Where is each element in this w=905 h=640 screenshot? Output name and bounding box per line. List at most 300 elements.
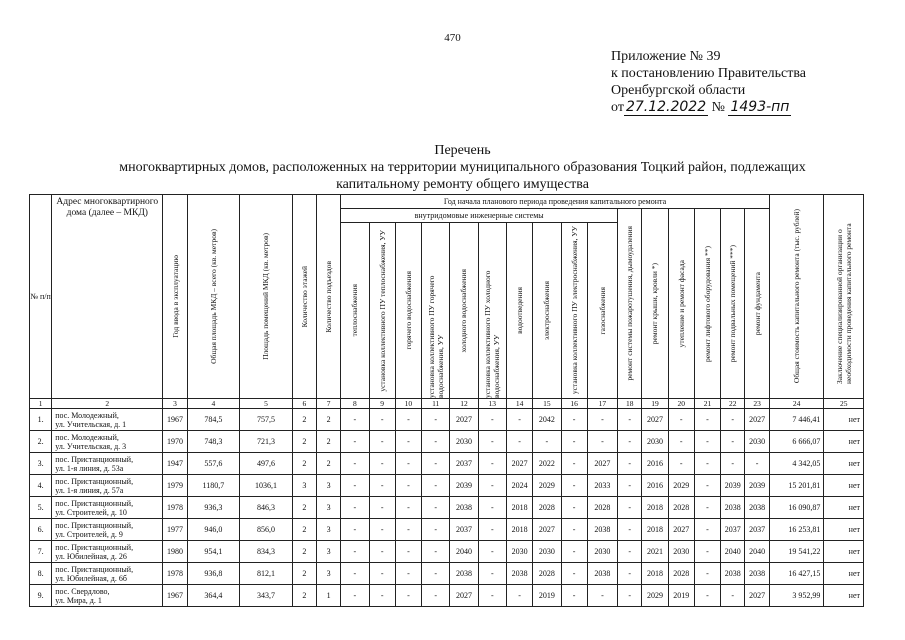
cell-c13: - bbox=[478, 519, 506, 541]
cell-c23: 2038 bbox=[745, 497, 769, 519]
cell-c18: - bbox=[618, 475, 642, 497]
cell-floors: 3 bbox=[292, 475, 316, 497]
row-number: 3. bbox=[30, 453, 52, 475]
cell-c17: - bbox=[587, 585, 617, 607]
table-row bbox=[30, 519, 864, 541]
header-c17: газоснабжения bbox=[587, 223, 617, 399]
header-c15: электроснабжения bbox=[533, 223, 561, 399]
cell-c14: 2018 bbox=[506, 497, 532, 519]
address-cell bbox=[52, 541, 163, 563]
cell-ent: 3 bbox=[316, 563, 340, 585]
address-settlement: пос. Пристанционный, bbox=[55, 498, 134, 508]
title-heading: Перечень bbox=[434, 143, 491, 158]
column-number: 11 bbox=[422, 399, 450, 409]
cell-c18: - bbox=[618, 541, 642, 563]
cell-ent: 1 bbox=[316, 585, 340, 607]
header-cost: Общая стоимость капитального ремонта (тыс. рублей) bbox=[769, 195, 824, 399]
cell-floors: 2 bbox=[292, 585, 316, 607]
cell-ent: 3 bbox=[316, 541, 340, 563]
cell-floors: 2 bbox=[292, 453, 316, 475]
cell-c22: 2038 bbox=[721, 497, 745, 519]
row-number: 4. bbox=[30, 475, 52, 497]
cell-c18: - bbox=[618, 519, 642, 541]
cell-c22: - bbox=[721, 431, 745, 453]
cell-c8: - bbox=[341, 431, 369, 453]
cell-c9: - bbox=[369, 453, 395, 475]
cell-c8: - bbox=[341, 475, 369, 497]
handwritten-number: 1493-пп bbox=[730, 99, 790, 115]
table-row bbox=[30, 585, 864, 607]
address-street: ул. Строителей, д. 9 bbox=[55, 529, 123, 539]
cell-c9: - bbox=[369, 585, 395, 607]
cell-c12: 2040 bbox=[450, 541, 478, 563]
cell-total: 557,6 bbox=[187, 453, 240, 475]
cell-c23: 2027 bbox=[745, 585, 769, 607]
cell-c18: - bbox=[618, 563, 642, 585]
cell-c20: 2028 bbox=[668, 497, 694, 519]
cell-total: 936,8 bbox=[187, 563, 240, 585]
cell-c14: 2027 bbox=[506, 453, 532, 475]
address-settlement: пос. Пристанционный, bbox=[55, 542, 134, 552]
column-number: 25 bbox=[824, 399, 864, 409]
header-rooms-area: Площадь помещений МКД (кв. метров) bbox=[240, 195, 293, 399]
header-c9: установка коллективного ПУ теплоснабжения, УУ bbox=[369, 223, 395, 399]
cell-c9: - bbox=[369, 519, 395, 541]
cell-c10: - bbox=[395, 475, 421, 497]
column-number: 22 bbox=[721, 399, 745, 409]
date-prefix: от bbox=[611, 100, 624, 115]
address-settlement: пос. Пристанционный, bbox=[55, 476, 134, 486]
cell-c13: - bbox=[478, 475, 506, 497]
column-number: 7 bbox=[316, 399, 340, 409]
column-number: 16 bbox=[561, 399, 587, 409]
cell-cost: 16 253,81 bbox=[769, 519, 824, 541]
houses-table bbox=[29, 194, 864, 607]
cell-c13: - bbox=[478, 541, 506, 563]
column-number: 17 bbox=[587, 399, 617, 409]
cell-c8: - bbox=[341, 497, 369, 519]
cell-cost: 16 427,15 bbox=[769, 563, 824, 585]
cell-rooms: 757,5 bbox=[240, 409, 293, 431]
row-number: 5. bbox=[30, 497, 52, 519]
address-settlement: пос. Молодежный, bbox=[55, 410, 119, 420]
cell-c14: - bbox=[506, 431, 532, 453]
cell-c10: - bbox=[395, 519, 421, 541]
header-c20: утепление и ремонт фасада bbox=[668, 209, 694, 399]
cell-c12: 2037 bbox=[450, 453, 478, 475]
cell-total: 364,4 bbox=[187, 585, 240, 607]
cell-cost: 15 201,81 bbox=[769, 475, 824, 497]
cell-c13: - bbox=[478, 431, 506, 453]
address-settlement: пос. Молодежный, bbox=[55, 432, 119, 442]
header-subgroup: внутридомовые инженерные системы bbox=[341, 209, 618, 223]
cell-c15: 2019 bbox=[533, 585, 561, 607]
cell-c14: 2018 bbox=[506, 519, 532, 541]
row-number: 6. bbox=[30, 519, 52, 541]
address-cell bbox=[52, 519, 163, 541]
cell-c21: - bbox=[694, 453, 720, 475]
row-number: 2. bbox=[30, 431, 52, 453]
header-c12: холодного водоснабжения bbox=[450, 223, 478, 399]
cell-c16: - bbox=[561, 563, 587, 585]
cell-year: 1980 bbox=[163, 541, 187, 563]
column-number: 21 bbox=[694, 399, 720, 409]
cell-conclusion: нет bbox=[824, 409, 864, 431]
cell-c23: - bbox=[745, 453, 769, 475]
cell-c13: - bbox=[478, 409, 506, 431]
cell-c17: 2038 bbox=[587, 519, 617, 541]
cell-c22: - bbox=[721, 585, 745, 607]
cell-year: 1967 bbox=[163, 585, 187, 607]
cell-rooms: 721,3 bbox=[240, 431, 293, 453]
cell-c20: 2019 bbox=[668, 585, 694, 607]
cell-c21: - bbox=[694, 431, 720, 453]
cell-c23: 2030 bbox=[745, 431, 769, 453]
cell-c21: - bbox=[694, 475, 720, 497]
header-c18: ремонт системы пожаротушения, дымоудаления bbox=[618, 209, 642, 399]
cell-c11: - bbox=[422, 409, 450, 431]
cell-cost: 16 090,87 bbox=[769, 497, 824, 519]
cell-conclusion: нет bbox=[824, 497, 864, 519]
column-number: 12 bbox=[450, 399, 478, 409]
cell-total: 954,1 bbox=[187, 541, 240, 563]
handwritten-date: 27.12.2022 bbox=[625, 99, 707, 115]
cell-c12: 2038 bbox=[450, 497, 478, 519]
cell-ent: 2 bbox=[316, 431, 340, 453]
cell-c18: - bbox=[618, 453, 642, 475]
address-settlement: пос. Пристанционный, bbox=[55, 564, 134, 574]
cell-floors: 2 bbox=[292, 519, 316, 541]
address-street: ул. 1-я линия, д. 57а bbox=[55, 485, 124, 495]
address-street: ул. 1-я линия, д. 53а bbox=[55, 463, 124, 473]
cell-conclusion: нет bbox=[824, 475, 864, 497]
header-c13: установка коллективного ПУ холодного водоснабжения, УУ bbox=[478, 223, 506, 399]
cell-c13: - bbox=[478, 497, 506, 519]
cell-c11: - bbox=[422, 497, 450, 519]
header-c11: установка коллективного ПУ горячего водоснабжения, УУ bbox=[422, 223, 450, 399]
header-c14: водоотведения bbox=[506, 223, 532, 399]
header-num: № п/п bbox=[30, 195, 52, 399]
cell-ent: 3 bbox=[316, 519, 340, 541]
cell-ent: 2 bbox=[316, 409, 340, 431]
cell-c23: 2039 bbox=[745, 475, 769, 497]
cell-c17: 2030 bbox=[587, 541, 617, 563]
cell-rooms: 834,3 bbox=[240, 541, 293, 563]
cell-rooms: 846,3 bbox=[240, 497, 293, 519]
header-c8: теплоснабжения bbox=[341, 223, 369, 399]
cell-ent: 3 bbox=[316, 475, 340, 497]
cell-c14: 2038 bbox=[506, 563, 532, 585]
cell-c11: - bbox=[422, 475, 450, 497]
cell-c19: 2016 bbox=[642, 453, 668, 475]
cell-rooms: 812,1 bbox=[240, 563, 293, 585]
table-row bbox=[30, 409, 864, 431]
header-address: Адрес многоквартирного дома (далее – МКД) bbox=[52, 195, 163, 399]
appendix-line: Оренбургской области bbox=[611, 83, 746, 98]
cell-c14: - bbox=[506, 585, 532, 607]
column-number: 5 bbox=[240, 399, 293, 409]
header-year-built: Год ввода в эксплуатацию bbox=[163, 195, 187, 399]
cell-c12: 2030 bbox=[450, 431, 478, 453]
header-group: Год начала планового периода проведения капитального ремонта bbox=[341, 195, 770, 209]
cell-c15: - bbox=[533, 431, 561, 453]
cell-c22: - bbox=[721, 409, 745, 431]
cell-c9: - bbox=[369, 409, 395, 431]
address-cell bbox=[52, 453, 163, 475]
cell-c19: 2029 bbox=[642, 585, 668, 607]
column-number: 2 bbox=[52, 399, 163, 409]
address-street: ул. Строителей, д. 10 bbox=[55, 507, 127, 517]
cell-c10: - bbox=[395, 497, 421, 519]
cell-c11: - bbox=[422, 519, 450, 541]
header-floors: Количество этажей bbox=[292, 195, 316, 399]
cell-conclusion: нет bbox=[824, 431, 864, 453]
header-conclusion: Заключение специализированной организации о необходимости проведения капитального ремонта bbox=[824, 195, 864, 399]
cell-c23: 2027 bbox=[745, 409, 769, 431]
column-number: 18 bbox=[618, 399, 642, 409]
cell-c12: 2027 bbox=[450, 409, 478, 431]
cell-c19: 2018 bbox=[642, 563, 668, 585]
cell-year: 1970 bbox=[163, 431, 187, 453]
cell-total: 936,3 bbox=[187, 497, 240, 519]
table-row bbox=[30, 541, 864, 563]
cell-conclusion: нет bbox=[824, 453, 864, 475]
cell-c13: - bbox=[478, 563, 506, 585]
cell-total: 748,3 bbox=[187, 431, 240, 453]
cell-c8: - bbox=[341, 453, 369, 475]
cell-cost: 7 446,41 bbox=[769, 409, 824, 431]
cell-c14: - bbox=[506, 409, 532, 431]
column-number: 3 bbox=[163, 399, 187, 409]
appendix-date-line bbox=[611, 99, 806, 116]
address-street: ул. Учительская, д. 3 bbox=[55, 441, 127, 451]
cell-c14: 2024 bbox=[506, 475, 532, 497]
cell-c14: 2030 bbox=[506, 541, 532, 563]
cell-floors: 2 bbox=[292, 541, 316, 563]
document-title bbox=[40, 142, 885, 193]
cell-c12: 2037 bbox=[450, 519, 478, 541]
cell-c16: - bbox=[561, 497, 587, 519]
cell-c11: - bbox=[422, 453, 450, 475]
cell-conclusion: нет bbox=[824, 585, 864, 607]
cell-c21: - bbox=[694, 497, 720, 519]
cell-c16: - bbox=[561, 453, 587, 475]
cell-c21: - bbox=[694, 585, 720, 607]
cell-c17: - bbox=[587, 409, 617, 431]
cell-c11: - bbox=[422, 563, 450, 585]
header-c16: установка коллективного ПУ электроснабжения, УУ bbox=[561, 223, 587, 399]
cell-c8: - bbox=[341, 409, 369, 431]
header-c21: ремонт лифтового оборудования **) bbox=[694, 209, 720, 399]
cell-c10: - bbox=[395, 541, 421, 563]
cell-c20: 2028 bbox=[668, 563, 694, 585]
cell-c22: - bbox=[721, 453, 745, 475]
cell-c20: - bbox=[668, 453, 694, 475]
cell-c12: 2038 bbox=[450, 563, 478, 585]
column-number: 15 bbox=[533, 399, 561, 409]
header-c19: ремонт крыши, кровли *) bbox=[642, 209, 668, 399]
cell-c11: - bbox=[422, 431, 450, 453]
cell-c9: - bbox=[369, 475, 395, 497]
cell-c22: 2039 bbox=[721, 475, 745, 497]
cell-c15: 2028 bbox=[533, 497, 561, 519]
cell-cost: 4 342,05 bbox=[769, 453, 824, 475]
row-number: 9. bbox=[30, 585, 52, 607]
column-number: 19 bbox=[642, 399, 668, 409]
cell-c20: - bbox=[668, 431, 694, 453]
address-cell bbox=[52, 431, 163, 453]
appendix-title: Приложение № 39 bbox=[611, 49, 721, 64]
cell-c17: 2038 bbox=[587, 563, 617, 585]
column-number-row bbox=[30, 399, 864, 409]
table-row bbox=[30, 453, 864, 475]
cell-year: 1977 bbox=[163, 519, 187, 541]
appendix-line: к постановлению Правительства bbox=[611, 66, 807, 81]
title-line: капитальному ремонту общего имущества bbox=[336, 177, 589, 192]
cell-c15: 2029 bbox=[533, 475, 561, 497]
cell-year: 1978 bbox=[163, 497, 187, 519]
cell-c16: - bbox=[561, 519, 587, 541]
address-street: ул. Учительская, д. 1 bbox=[55, 419, 127, 429]
cell-c16: - bbox=[561, 409, 587, 431]
cell-c15: 2028 bbox=[533, 563, 561, 585]
header-c23: ремонт фундамента bbox=[745, 209, 769, 399]
cell-c22: 2038 bbox=[721, 563, 745, 585]
cell-c17: 2027 bbox=[587, 453, 617, 475]
column-number: 8 bbox=[341, 399, 369, 409]
cell-c19: 2018 bbox=[642, 519, 668, 541]
cell-c22: 2037 bbox=[721, 519, 745, 541]
cell-floors: 2 bbox=[292, 497, 316, 519]
cell-c10: - bbox=[395, 409, 421, 431]
cell-c9: - bbox=[369, 541, 395, 563]
cell-c17: - bbox=[587, 431, 617, 453]
column-number: 6 bbox=[292, 399, 316, 409]
cell-c13: - bbox=[478, 585, 506, 607]
cell-c20: 2029 bbox=[668, 475, 694, 497]
cell-c15: 2030 bbox=[533, 541, 561, 563]
cell-total: 946,0 bbox=[187, 519, 240, 541]
cell-c9: - bbox=[369, 563, 395, 585]
column-number: 24 bbox=[769, 399, 824, 409]
cell-c19: 2016 bbox=[642, 475, 668, 497]
cell-c15: 2022 bbox=[533, 453, 561, 475]
cell-year: 1947 bbox=[163, 453, 187, 475]
row-number: 1. bbox=[30, 409, 52, 431]
cell-c8: - bbox=[341, 541, 369, 563]
cell-rooms: 1036,1 bbox=[240, 475, 293, 497]
address-cell bbox=[52, 409, 163, 431]
cell-c21: - bbox=[694, 409, 720, 431]
cell-c20: 2030 bbox=[668, 541, 694, 563]
page-number: 470 bbox=[444, 32, 461, 44]
table-row bbox=[30, 497, 864, 519]
address-settlement: пос. Пристанционный, bbox=[55, 454, 134, 464]
cell-c16: - bbox=[561, 541, 587, 563]
address-cell bbox=[52, 563, 163, 585]
address-cell bbox=[52, 497, 163, 519]
column-number: 4 bbox=[187, 399, 240, 409]
row-number: 7. bbox=[30, 541, 52, 563]
cell-c18: - bbox=[618, 409, 642, 431]
number-label: № bbox=[711, 100, 725, 115]
column-number: 20 bbox=[668, 399, 694, 409]
cell-c15: 2027 bbox=[533, 519, 561, 541]
cell-cost: 6 666,07 bbox=[769, 431, 824, 453]
address-cell bbox=[52, 585, 163, 607]
address-street: ул. Юбилейная, д. 6б bbox=[55, 573, 127, 583]
address-street: ул. Юбилейная, д. 26 bbox=[55, 551, 127, 561]
cell-c10: - bbox=[395, 563, 421, 585]
table-row bbox=[30, 563, 864, 585]
cell-total: 1180,7 bbox=[187, 475, 240, 497]
cell-ent: 3 bbox=[316, 497, 340, 519]
header-entrances: Количество подъездов bbox=[316, 195, 340, 399]
cell-c19: 2018 bbox=[642, 497, 668, 519]
header-c22: ремонт подвальных помещений ***) bbox=[721, 209, 745, 399]
cell-c9: - bbox=[369, 497, 395, 519]
cell-c18: - bbox=[618, 497, 642, 519]
cell-rooms: 497,6 bbox=[240, 453, 293, 475]
address-settlement: пос. Свердлово, bbox=[55, 586, 110, 596]
column-number: 13 bbox=[478, 399, 506, 409]
cell-c12: 2027 bbox=[450, 585, 478, 607]
cell-floors: 2 bbox=[292, 563, 316, 585]
cell-c20: 2027 bbox=[668, 519, 694, 541]
cell-c8: - bbox=[341, 519, 369, 541]
cell-c9: - bbox=[369, 431, 395, 453]
cell-c10: - bbox=[395, 431, 421, 453]
cell-total: 784,5 bbox=[187, 409, 240, 431]
address-cell bbox=[52, 475, 163, 497]
cell-floors: 2 bbox=[292, 431, 316, 453]
appendix-block bbox=[611, 48, 806, 116]
cell-cost: 19 541,22 bbox=[769, 541, 824, 563]
cell-c23: 2040 bbox=[745, 541, 769, 563]
cell-c17: 2033 bbox=[587, 475, 617, 497]
cell-c8: - bbox=[341, 585, 369, 607]
column-number: 1 bbox=[30, 399, 52, 409]
cell-ent: 2 bbox=[316, 453, 340, 475]
cell-c20: - bbox=[668, 409, 694, 431]
cell-conclusion: нет bbox=[824, 519, 864, 541]
cell-year: 1979 bbox=[163, 475, 187, 497]
address-settlement: пос. Пристанционный, bbox=[55, 520, 134, 530]
header-total-area: Общая площадь МКД – всего (кв. метров) bbox=[187, 195, 240, 399]
cell-c16: - bbox=[561, 585, 587, 607]
cell-conclusion: нет bbox=[824, 563, 864, 585]
cell-c19: 2030 bbox=[642, 431, 668, 453]
column-number: 23 bbox=[745, 399, 769, 409]
cell-c18: - bbox=[618, 585, 642, 607]
cell-c21: - bbox=[694, 519, 720, 541]
cell-c22: 2040 bbox=[721, 541, 745, 563]
cell-rooms: 856,0 bbox=[240, 519, 293, 541]
cell-conclusion: нет bbox=[824, 541, 864, 563]
cell-rooms: 343,7 bbox=[240, 585, 293, 607]
table-row bbox=[30, 431, 864, 453]
cell-c17: 2028 bbox=[587, 497, 617, 519]
cell-c15: 2042 bbox=[533, 409, 561, 431]
cell-c21: - bbox=[694, 541, 720, 563]
cell-floors: 2 bbox=[292, 409, 316, 431]
cell-c19: 2027 bbox=[642, 409, 668, 431]
cell-c16: - bbox=[561, 475, 587, 497]
cell-c11: - bbox=[422, 585, 450, 607]
cell-c13: - bbox=[478, 453, 506, 475]
cell-c8: - bbox=[341, 563, 369, 585]
row-number: 8. bbox=[30, 563, 52, 585]
